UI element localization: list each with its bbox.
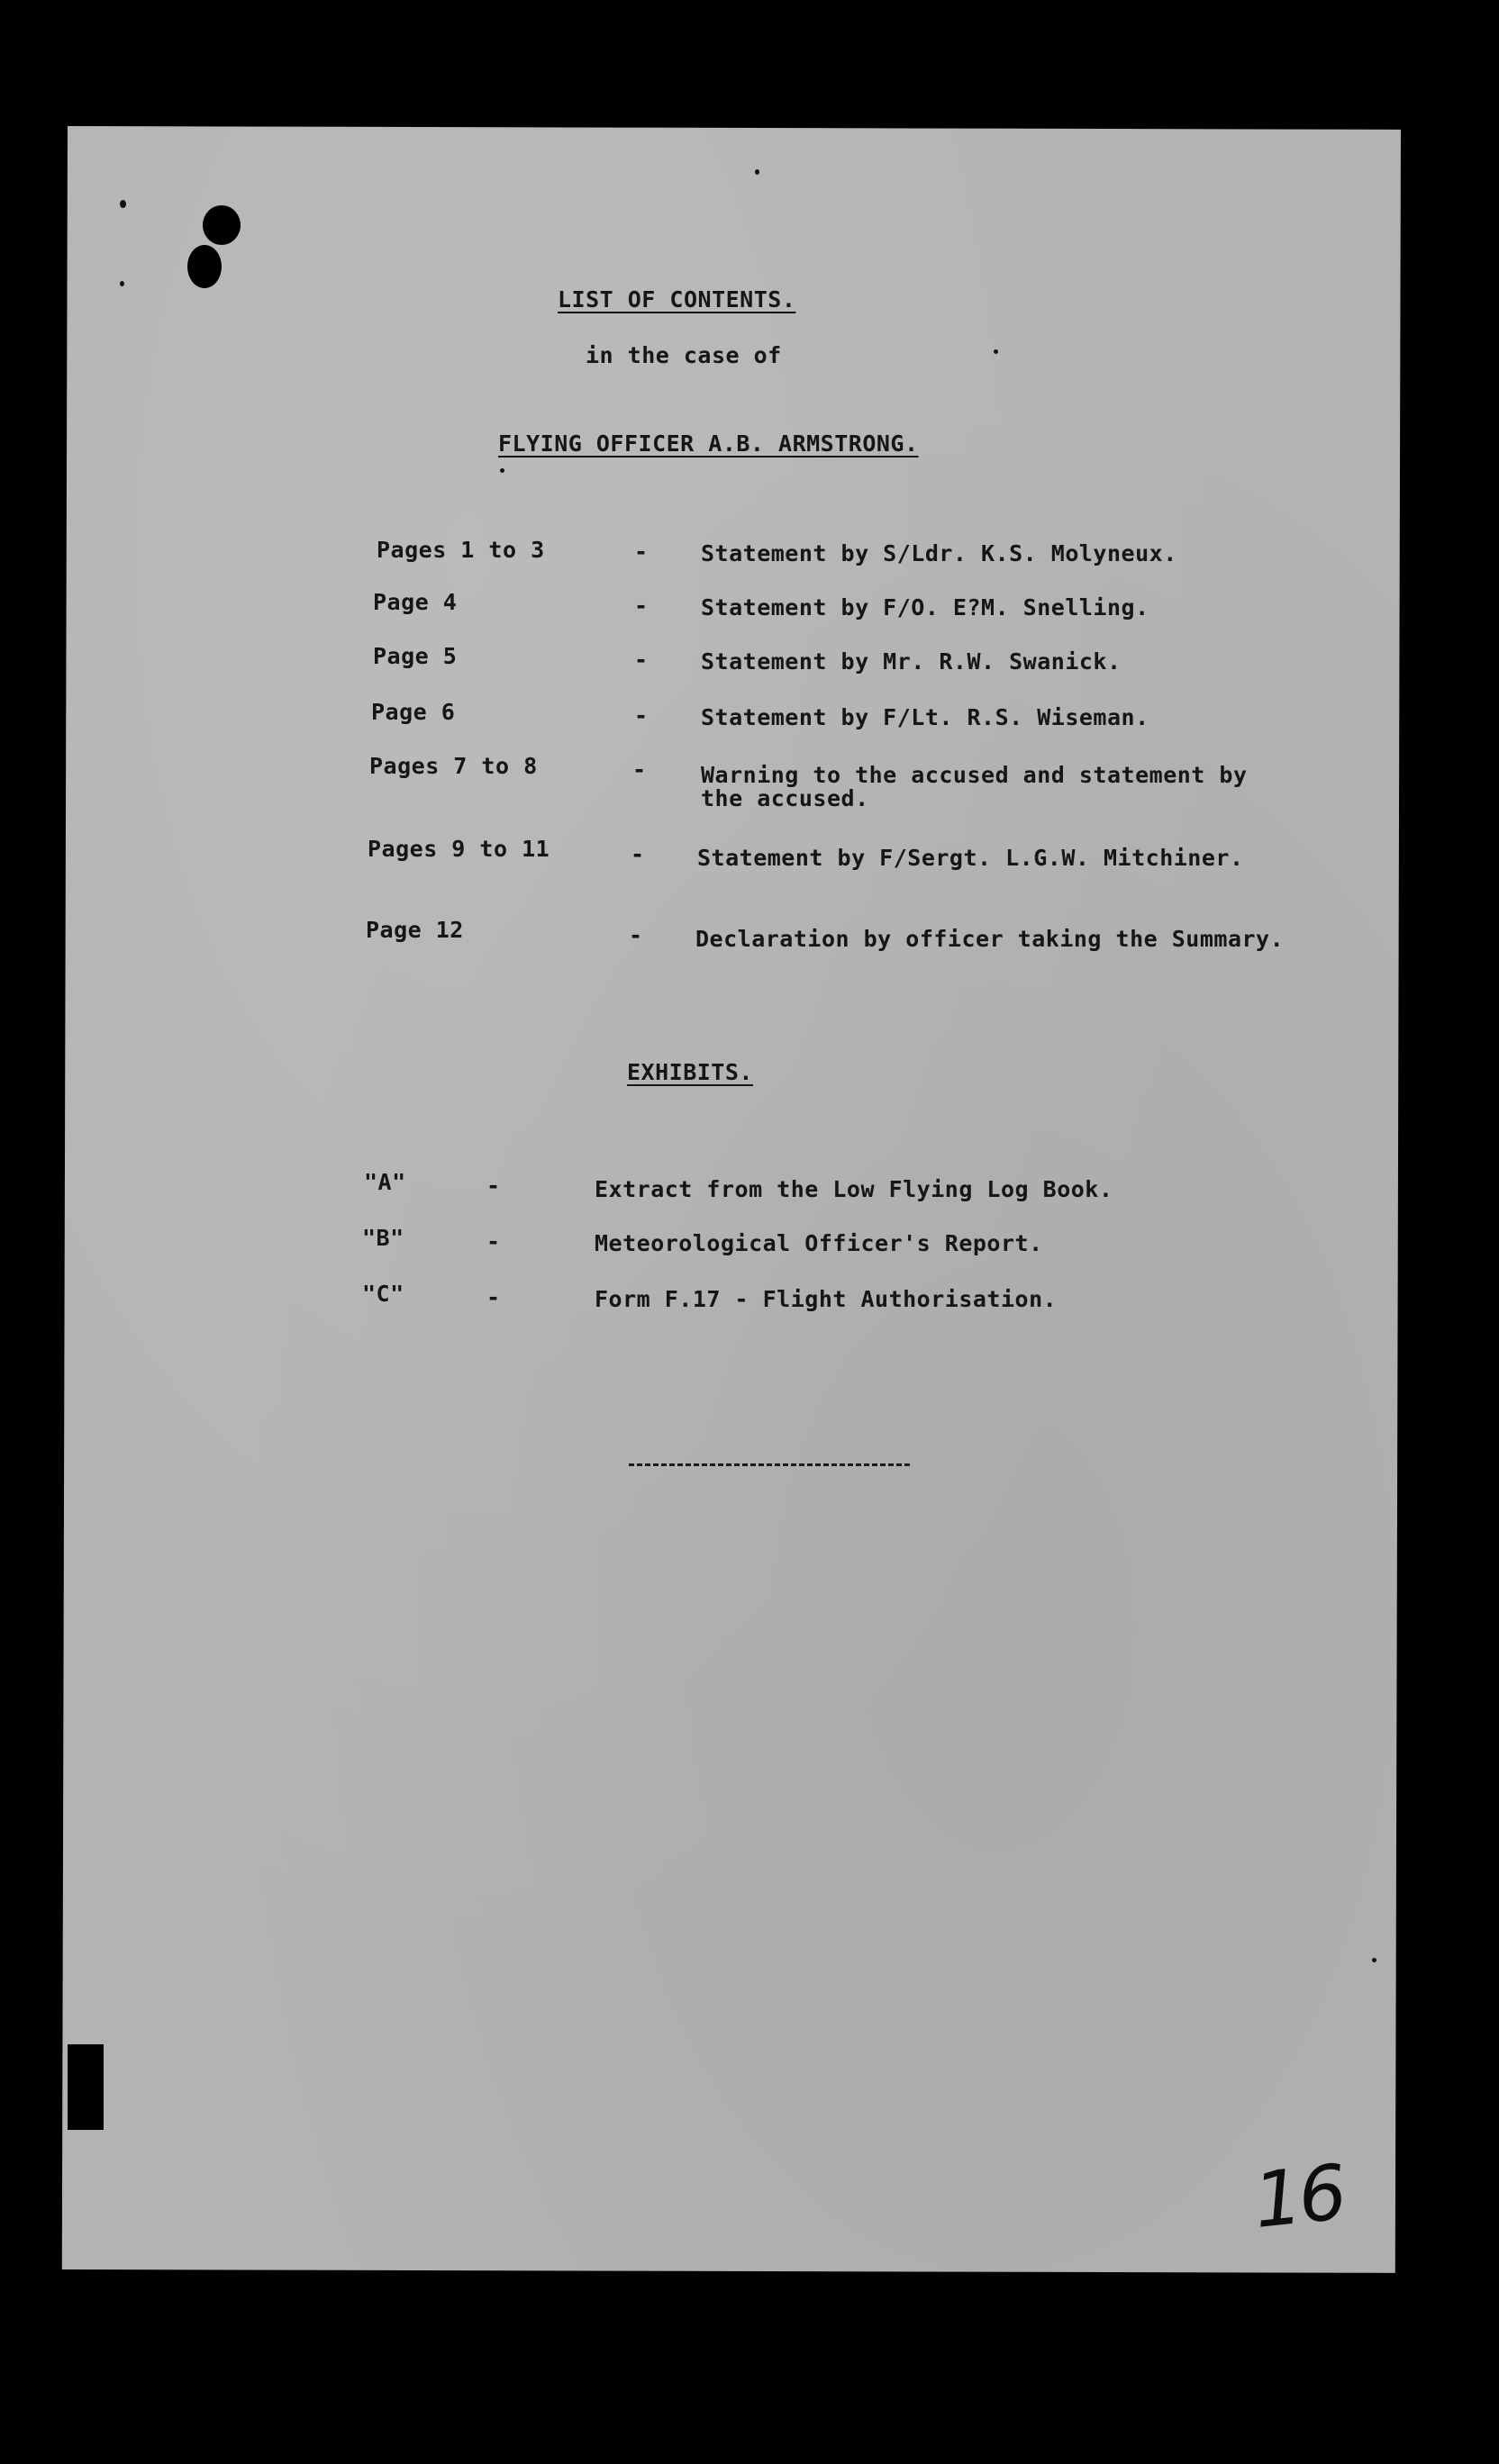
contents-pages: Page 12 xyxy=(366,917,464,943)
speck xyxy=(120,281,124,286)
contents-dash: - xyxy=(634,702,649,729)
exhibit-dash: - xyxy=(486,1284,501,1310)
speck xyxy=(120,200,126,208)
exhibit-label: "B" xyxy=(362,1225,404,1251)
contents-description: Statement by F/O. E?M. Snelling. xyxy=(701,594,1149,621)
contents-description: Statement by Mr. R.W. Swanick. xyxy=(701,648,1122,675)
speck xyxy=(755,169,759,175)
document-title: LIST OF CONTENTS. xyxy=(558,286,796,313)
contents-description: Statement by F/Lt. R.S. Wiseman. xyxy=(701,704,1149,730)
end-divider xyxy=(629,1463,910,1466)
contents-dash: - xyxy=(629,922,643,948)
exhibit-description: Meteorological Officer's Report. xyxy=(595,1230,1043,1256)
contents-pages: Pages 7 to 8 xyxy=(369,753,538,779)
punch-hole-top xyxy=(203,205,241,245)
contents-description: Declaration by officer taking the Summary. xyxy=(695,926,1285,952)
contents-pages: Page 5 xyxy=(373,643,458,669)
contents-pages: Pages 9 to 11 xyxy=(368,836,550,862)
exhibit-description: Form F.17 - Flight Authorisation. xyxy=(595,1286,1058,1312)
contents-description-cont: the accused. xyxy=(701,785,869,811)
contents-dash: - xyxy=(632,756,647,783)
contents-description: Statement by F/Sergt. L.G.W. Mitchiner. xyxy=(697,845,1244,871)
contents-pages: Pages 1 to 3 xyxy=(377,537,545,563)
contents-dash: - xyxy=(634,539,649,565)
case-name: FLYING OFFICER A.B. ARMSTRONG. xyxy=(498,430,919,457)
speck xyxy=(1372,1958,1376,1962)
contents-pages: Page 4 xyxy=(373,589,458,615)
exhibit-dash: - xyxy=(486,1173,501,1199)
exhibit-label: "A" xyxy=(364,1169,406,1195)
contents-dash: - xyxy=(631,841,645,867)
contents-description: Warning to the accused and statement by xyxy=(701,762,1248,788)
contents-dash: - xyxy=(634,593,649,619)
handwritten-page-number: 16 xyxy=(1249,2148,1348,2245)
contents-dash: - xyxy=(634,647,649,673)
punch-hole-bottom xyxy=(187,245,222,288)
speck xyxy=(994,349,998,354)
exhibits-heading: EXHIBITS. xyxy=(627,1059,753,1085)
exhibit-dash: - xyxy=(486,1228,501,1255)
paper-tab-notch xyxy=(68,2044,104,2130)
exhibit-label: "C" xyxy=(362,1281,404,1307)
contents-description: Statement by S/Ldr. K.S. Molyneux. xyxy=(701,540,1177,566)
speck xyxy=(500,468,504,473)
contents-pages: Page 6 xyxy=(371,699,456,725)
exhibit-description: Extract from the Low Flying Log Book. xyxy=(595,1176,1113,1202)
document-subtitle: in the case of xyxy=(586,342,782,368)
